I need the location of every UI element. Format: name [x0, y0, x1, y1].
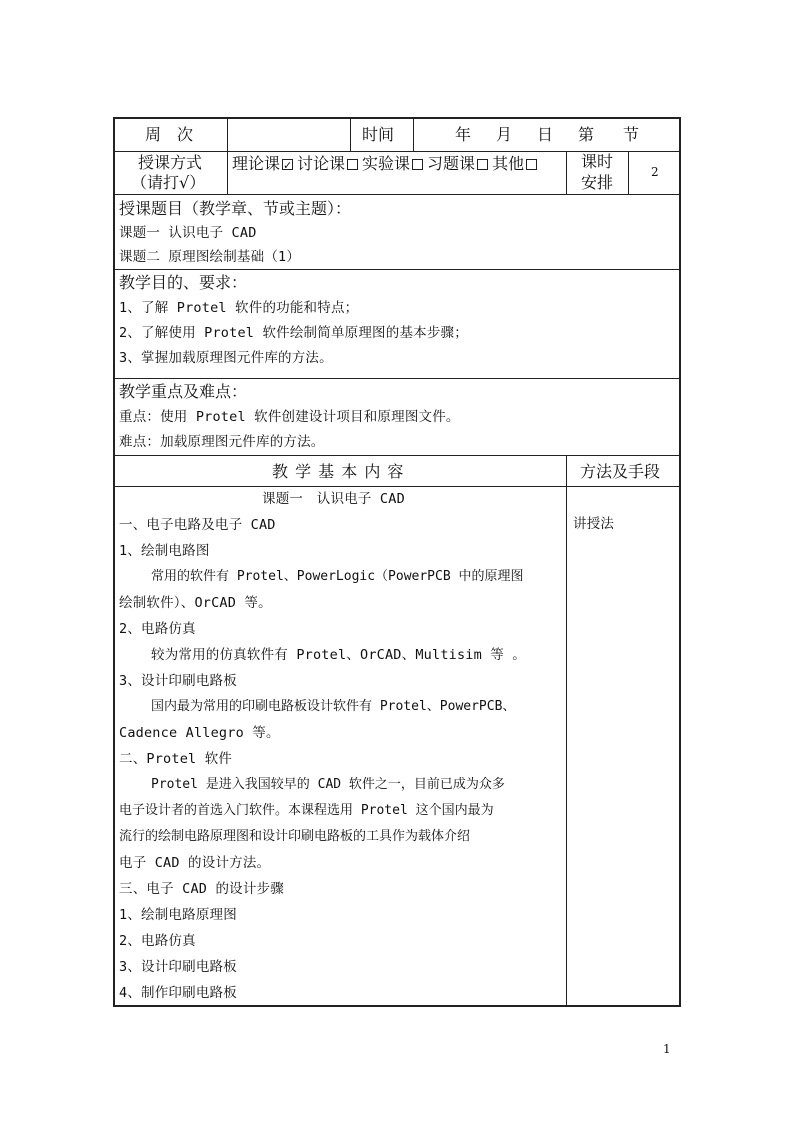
hours-label: 课时: [581, 152, 614, 171]
teaching-mode-options: [232, 154, 541, 174]
content-line: Protel 是进入我国较早的 CAD 软件之一，目前已成为众多: [151, 777, 505, 792]
hours-label-line2: 安排: [581, 173, 614, 192]
content-line: 绘制软件）、OrCAD 等。: [119, 595, 272, 611]
period-suffix: 节: [623, 125, 640, 144]
focus-line: 重点：使用 Protel 软件创建设计项目和原理图文件。: [119, 409, 460, 425]
col-divider: [350, 118, 351, 151]
row-divider: [114, 486, 680, 487]
content-line: 3、设计印刷电路板: [119, 673, 237, 689]
content-line: 2、电路仿真: [119, 933, 196, 949]
content-line: 流行的绘制电路原理图和设计印刷电路板的工具作为载体介绍: [119, 829, 471, 844]
focus-heading: 教学重点及难点：: [119, 382, 248, 401]
content-line: 国内最为常用的印刷电路板设计软件有 Protel、PowerPCB、: [151, 699, 516, 714]
method-header: 方法及手段: [580, 462, 661, 481]
goals-heading: 教学目的、要求：: [119, 273, 248, 292]
col-divider: [566, 455, 567, 1006]
mode-option-lecture-label: 理论课: [232, 154, 281, 173]
mode-option-discussion-checkbox[interactable]: [347, 159, 358, 170]
col-divider: [413, 118, 414, 151]
mode-option-other-label: 其他: [492, 154, 525, 173]
row-divider: [114, 269, 680, 270]
content-line: 3、设计印刷电路板: [119, 959, 237, 975]
row-divider: [114, 194, 680, 195]
content-line: 一、电子电路及电子 CAD: [119, 517, 276, 533]
row-divider: [114, 455, 680, 456]
mode-option-other-checkbox[interactable]: [526, 159, 537, 170]
content-line: 1、绘制电路原理图: [119, 907, 237, 923]
month-label: 月: [496, 125, 513, 144]
goal-line: 2、了解使用 Protel 软件绘制简单原理图的基本步骤；: [119, 325, 468, 341]
day-label: 日: [537, 125, 554, 144]
teaching-mode-label: 授课方式: [138, 153, 203, 172]
content-line: 课题一 认识电子 CAD: [262, 491, 405, 507]
content-line: 电子 CAD 的设计方法。: [119, 855, 271, 871]
topic-line: 课题一 认识电子 CAD: [119, 225, 257, 241]
row-divider: [114, 378, 680, 379]
mode-option-lecture-checkbox[interactable]: [282, 159, 293, 170]
content-line: 4、制作印刷电路板: [119, 985, 237, 1001]
goal-line: 1、了解 Protel 软件的功能和特点；: [119, 300, 359, 316]
topic-heading: 授课题目（教学章、节或主题）：: [119, 199, 352, 218]
col-divider: [566, 151, 567, 194]
period-prefix: 第: [578, 125, 595, 144]
method-value: 讲授法: [573, 516, 615, 532]
page-number: 1: [663, 1042, 671, 1056]
content-line: Cadence Allegro 等。: [119, 725, 280, 741]
goal-line: 3、掌握加载原理图元件库的方法。: [119, 350, 333, 366]
hours-value: 2: [651, 165, 659, 179]
content-header: 教 学 基 本 内 容: [272, 462, 405, 481]
col-divider: [628, 151, 629, 194]
col-divider: [227, 118, 228, 194]
topic-line: 课题二 原理图绘制基础（1）: [119, 249, 301, 265]
mode-option-lab-label: 实验课: [362, 154, 411, 173]
year-label: 年: [455, 125, 472, 144]
content-line: 三、电子 CAD 的设计步骤: [119, 881, 284, 897]
time-label: 时间: [362, 125, 395, 144]
week-label: 周 次: [145, 125, 194, 144]
content-line: 较为常用的仿真软件有 Protel、OrCAD、Multisim 等 。: [151, 647, 527, 663]
content-line: 2、电路仿真: [119, 621, 196, 637]
mode-option-exercise-checkbox[interactable]: [477, 159, 488, 170]
mode-option-discussion-label: 讨论课: [297, 154, 346, 173]
mode-option-lab-checkbox[interactable]: [412, 159, 423, 170]
mode-option-exercise-label: 习题课: [427, 154, 476, 173]
content-line: 电子设计者的首选入门软件。本课程选用 Protel 这个国内最为: [119, 803, 494, 818]
content-line: 1、绘制电路图: [119, 543, 210, 559]
content-line: 二、Protel 软件: [119, 751, 233, 767]
content-line: 常用的软件有 Protel、PowerLogic（PowerPCB 中的原理图: [151, 569, 524, 584]
teaching-mode-hint: （请打√）: [131, 173, 206, 192]
focus-line: 难点：加载原理图元件库的方法。: [119, 434, 325, 450]
